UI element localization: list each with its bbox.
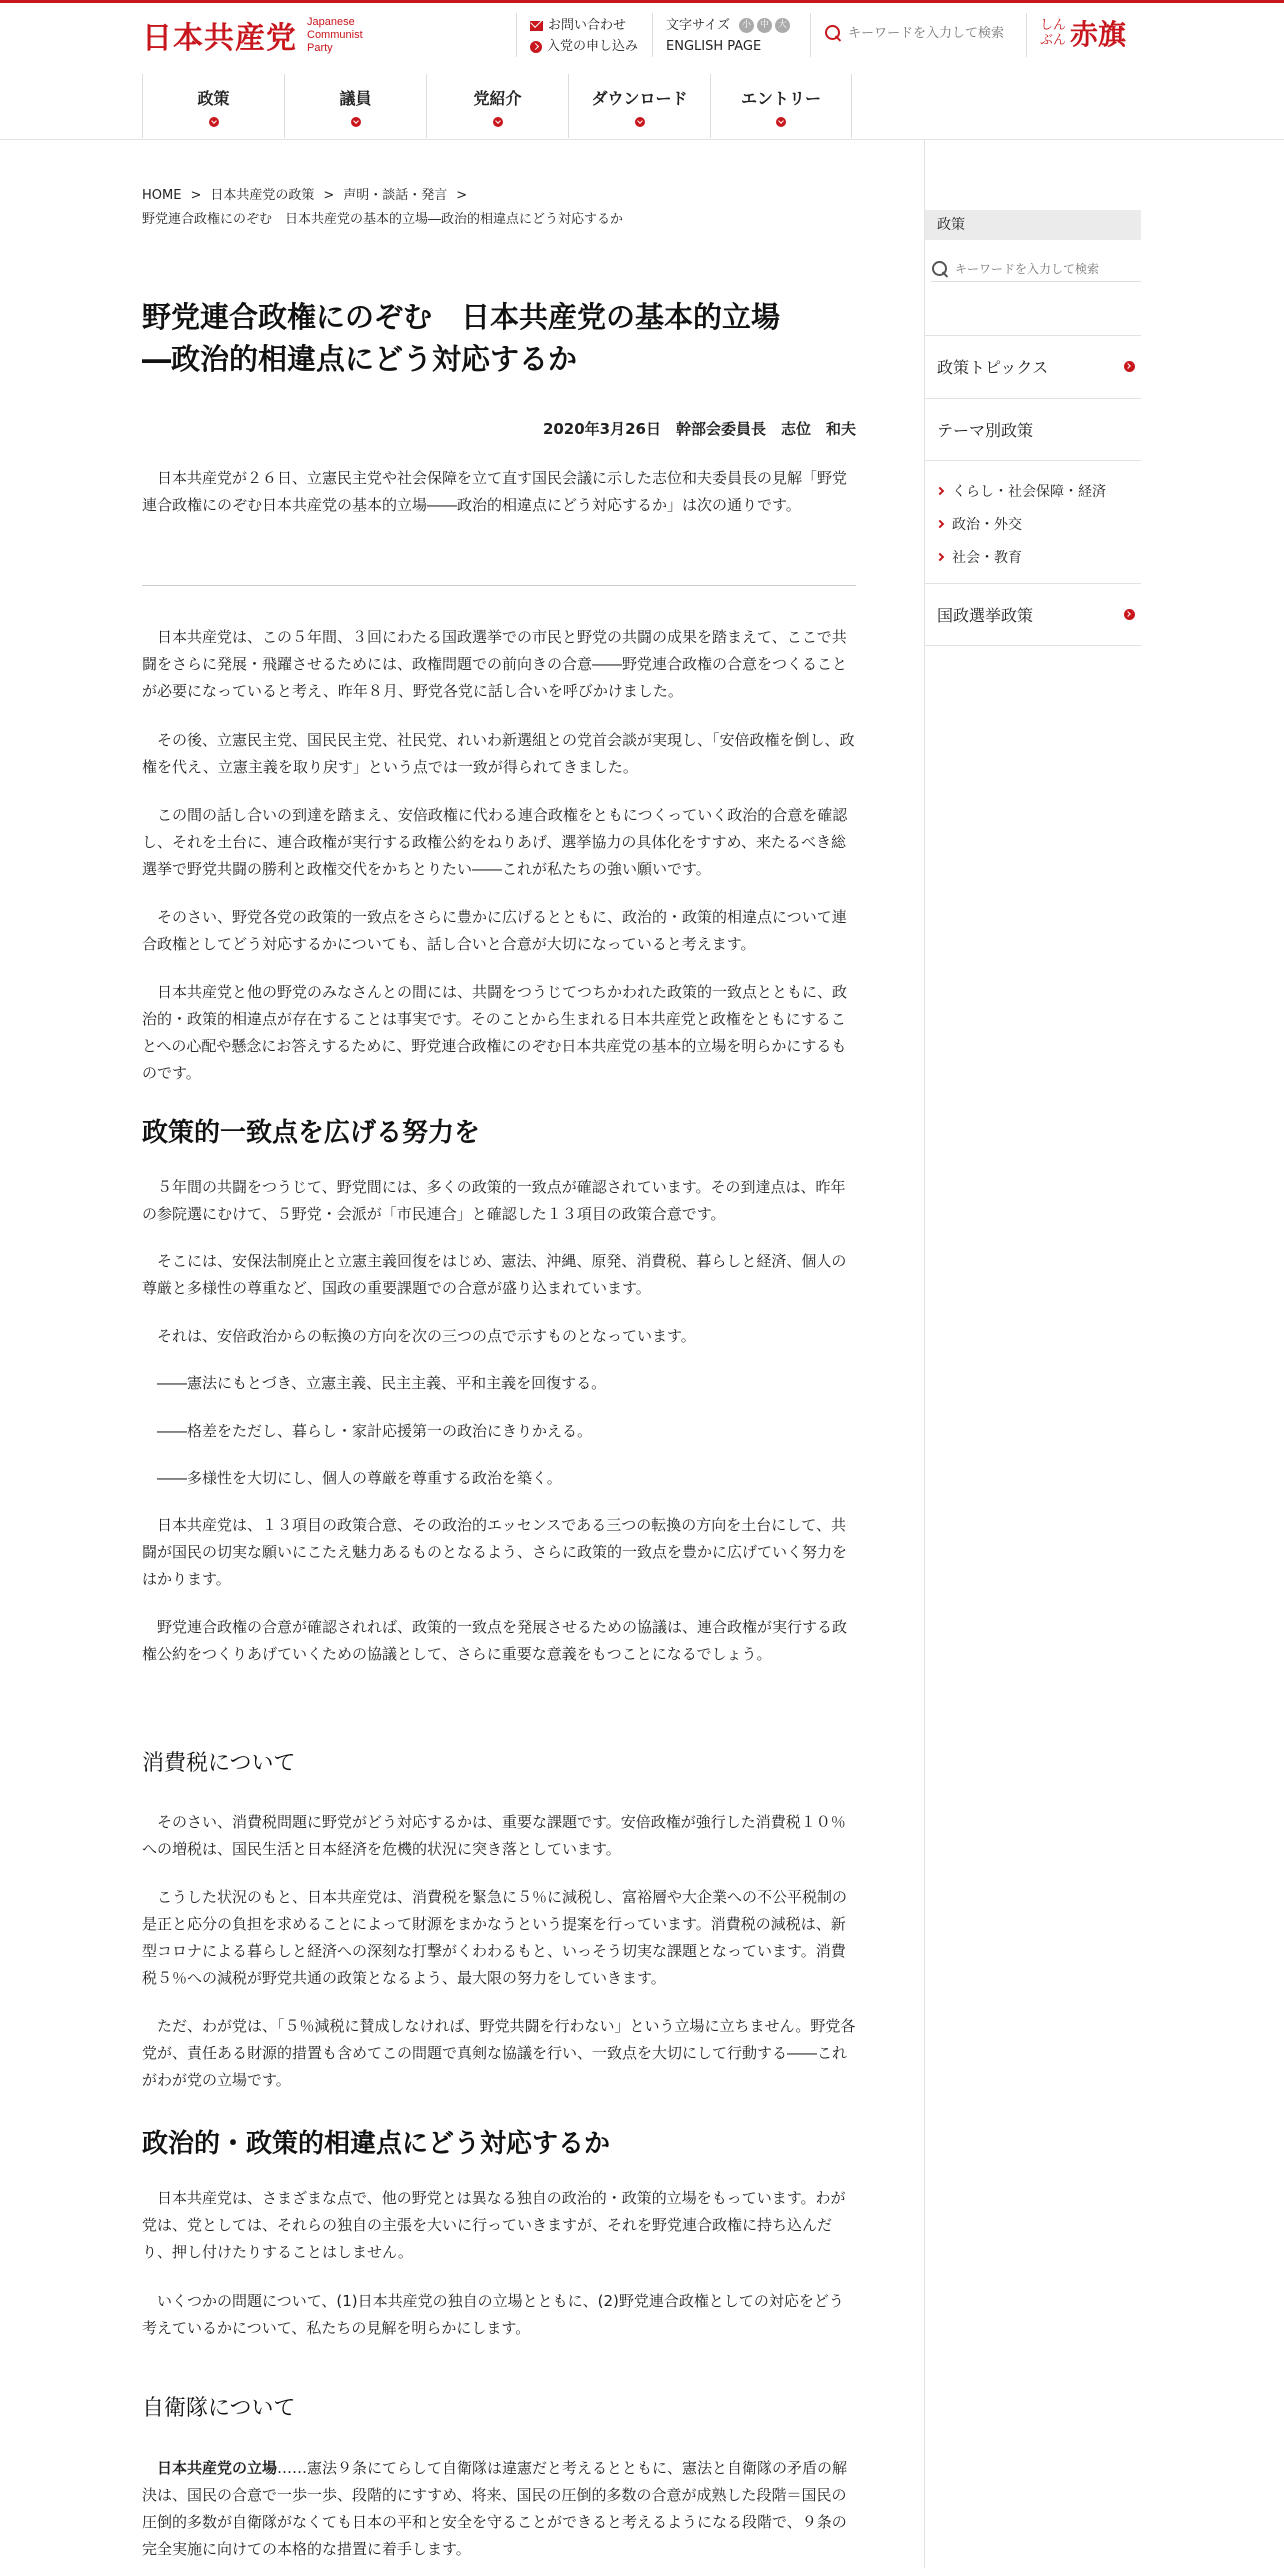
section-heading: 政策的一致点を広げる努力を: [142, 1118, 481, 1148]
site-logo[interactable]: [142, 15, 363, 55]
akahata-link[interactable]: [1040, 13, 1126, 53]
header-divider: [516, 13, 517, 57]
chevron-down-icon: [209, 117, 219, 127]
paragraph: こうした状況のもと、日本共産党は、消費税を緊急に５％に減税し、富裕層や大企業への不公平税制の是正と応分の負担を求めることによって財源をまかなうという提案を行っています。消費税の減税は、新型コロナによる暮らしと経済への深刻な打撃がくわわるもと、いっそう切実な課題となっています。消費税５％への減税が野党共通の政策となるよう、最大限の努力をしていきます。: [142, 1888, 848, 1987]
header-search-input[interactable]: [848, 26, 1008, 41]
chevron-right-icon: [936, 519, 944, 527]
paragraph: ――格差をただし、暮らし・家計応援第一の政治にきりかえる。: [157, 1422, 593, 1440]
logo-sub-line: Communist: [307, 28, 363, 41]
sidebar-heading: 政策: [925, 210, 1141, 240]
paragraph: その後、立憲民主党、国民民主党、社民党、れいわ新選組との党首会談が実現し、「安倍政権を倒し、政権を代え、立憲主義を取り戻す」という点では一致が得られてきました。: [142, 731, 855, 776]
paragraph: 日本共産党と他の野党のみなさんとの間には、共闘をつうじてつちかわれた政策的一致点とともに、政治的・政策的相違点が存在することは事実です。そのことから生まれる日本共産党と政権をともにすることへの心配や懸念にお答えするために、野党連合政権にのぞむ日本共産党の基本的立場を明らかにするものです。: [142, 983, 848, 1082]
join-label: 入党の申し込み: [547, 39, 639, 54]
paragraph: [142, 2455, 856, 2563]
arrow-circle-icon: [1124, 361, 1135, 372]
paragraph: いくつかの問題について、(1)日本共産党の独自の立場とともに、(2)野党連合政権としての対応をどう考えているかについて、私たちの見解を明らかにします。: [142, 2292, 844, 2337]
sidebar-search: [931, 256, 1141, 282]
paragraph: それは、安倍政治からの転換の方向を次の三つの点で示すものとなっています。: [157, 1327, 696, 1345]
arrow-circle-icon: [1124, 609, 1135, 620]
nav-label: 党紹介: [473, 88, 522, 108]
chevron-down-icon: [776, 117, 786, 127]
sidebar-subitem-label: くらし・社会保障・経済: [952, 483, 1106, 500]
logo-subtitle: [307, 16, 363, 55]
chevron-right-icon: [936, 552, 944, 560]
paragraph: 日本共産党は、この５年間、３回にわたる国政選挙での市民と野党の共闘の成果を踏まえて、ここで共闘をさらに発展・飛躍させるためには、政権問題での前向きの合意――野党連合政権の合意をつくることが必要になっていると考え、昨年８月、野党各党に話し合いを呼びかけました。: [142, 628, 848, 700]
nav-divider: [0, 139, 1284, 140]
paragraph: ――憲法にもとづき、立憲主義、民主主義、平和主義を回復する。: [157, 1374, 607, 1392]
subsection-heading: 自衛隊について: [142, 2396, 296, 2421]
nav-item-about[interactable]: [426, 74, 568, 138]
article-date: 2020年3月26日 幹部会委員長 志位 和夫: [542, 420, 856, 438]
logo-text: 日本共産党: [142, 21, 297, 56]
paragraph: そこには、安保法制廃止と立憲主義回復をはじめ、憲法、沖縄、原発、消費税、暮らしと経済、個人の尊厳と多様性の尊重など、国政の重要課題での合意が盛り込まれています。: [142, 1252, 847, 1297]
nav-item-download[interactable]: [568, 74, 710, 138]
subsection-heading: 消費税について: [142, 1751, 296, 1776]
sidebar-item-label: テーマ別政策: [937, 420, 1034, 440]
paragraph: この間の話し合いの到達を踏まえ、安倍政権に代わる連合政権をともにつくっていく政治的合意を確認し、それを土台に、連合政権が実行する政権公約をねりあげ、選挙協力の具体化をすすめ、来たるべき総選挙で野党共闘の勝利と政権交代をかちとりたい――これが私たちの強い願いです。: [142, 806, 848, 878]
arrow-circle-icon: [530, 41, 542, 53]
nav-label: 政策: [197, 88, 230, 108]
paragraph: 日本共産党は、１３項目の政策合意、その政治的エッセンスである三つの転換の方向を土台にして、共闘が国民の切実な願いにこたえ魅力あるものとなるよう、さらに政策的一致点を豊かに広げていく努力をはかります。: [142, 1516, 848, 1588]
sidebar-item-label: 国政選挙政策: [937, 605, 1034, 625]
nav-item-entry[interactable]: [710, 74, 852, 138]
chevron-right-icon: [936, 486, 944, 494]
paragraph: そのさい、野党各党の政策的一致点をさらに豊かに広げるとともに、政治的・政策的相違点について連合政権としてどう対応するかについても、話し合いと合意が大切になっていると考えます。: [142, 908, 847, 953]
paragraph: 日本共産党は、さまざまな点で、他の野党とは異なる独自の政治的・政策的立場をもっています。わが党は、党としては、それらの独自の主張を大いに行っていきますが、それを野党連合政権に持ち込んだり、押し付けたりすることはしません。: [142, 2189, 846, 2261]
title-line: 野党連合政権にのぞむ 日本共産党の基本的立場: [142, 300, 781, 334]
nav-label: エントリー: [740, 88, 821, 108]
font-size-small-button[interactable]: 小: [739, 18, 754, 33]
sidebar-subitem-label: 社会・教育: [952, 549, 1022, 566]
font-size-label: 文字サイズ: [666, 18, 730, 33]
sidebar-search-input[interactable]: [955, 262, 1135, 276]
paragraph: そのさい、消費税問題に野党がどう対応するかは、重要な課題です。安倍政権が強行した消費税１０％への増税は、国民生活と日本経済を危機的状況に突き落としています。: [142, 1813, 846, 1858]
header-divider: [810, 13, 811, 57]
breadcrumb-policy[interactable]: 日本共産党の政策: [210, 188, 315, 203]
sidebar-subitem-society[interactable]: [937, 540, 1141, 573]
sidebar-item-election[interactable]: [925, 584, 1141, 644]
breadcrumb-home[interactable]: HOME: [142, 188, 182, 203]
header-divider: [652, 13, 653, 57]
nav-item-members[interactable]: [284, 74, 426, 138]
header-divider: [1026, 13, 1027, 57]
breadcrumb-statements[interactable]: 声明・談話・発言: [343, 188, 448, 203]
english-page-link[interactable]: ENGLISH PAGE: [666, 39, 762, 54]
nav-label: ダウンロード: [591, 88, 688, 108]
chevron-down-icon: [635, 117, 645, 127]
divider: [142, 585, 856, 586]
akahata-small-text: しんぶん: [1040, 18, 1067, 48]
paragraph: 野党連合政権の合意が確認されれば、政策的一致点を発展させるための協議は、連合政権が実行する政権公約をつくりあげていくための協議として、さらに重要な意義をもつことになるでしょう。: [142, 1618, 848, 1663]
sidebar-item-topics[interactable]: [925, 336, 1141, 396]
paragraph: ５年間の共闘をつうじて、野党間には、多くの政策的一致点が確認されています。その到達点は、昨年の参院選にむけて、５野党・会派が「市民連合」と確認した１３項目の政策合意です。: [142, 1178, 846, 1223]
global-nav: [142, 74, 852, 140]
paragraph-body: ……憲法９条にてらして自衛隊は違憲だと考えるとともに、憲法と自衛隊の矛盾の解決は、国民の合意で一歩一歩、段階的にすすめ、将来、国民の圧倒的多数の合意が成熟した段階＝国民の圧倒的多数が自衛隊がなくても日本の平和と安全を守ることができると考えるようになる段階で、９条の完全実施に向けての本格的な措置に着手します。: [142, 2459, 848, 2558]
chevron-down-icon: [351, 117, 361, 127]
sidebar-item-label: 政策トピックス: [937, 357, 1049, 377]
font-size-medium-button[interactable]: 中: [757, 18, 772, 33]
breadcrumb: HOME > 日本共産党の政策 > 声明・談話・発言 >: [142, 188, 468, 203]
search-icon[interactable]: [824, 24, 842, 42]
sidebar-subitem-label: 政治・外交: [952, 516, 1022, 533]
sidebar-item-theme[interactable]: [925, 399, 1141, 459]
sidebar-subitem-politics[interactable]: [937, 507, 1141, 540]
contact-link[interactable]: [530, 15, 638, 36]
paragraph: ただ、わが党は、「５％減税に賛成しなければ、野党共闘を行わない」という立場に立ちません。野党各党が、責任ある財源的措置も含めてこの問題で真剣な協議を行い、一致点を大切にして行動する――これがわが党の立場です。: [142, 2017, 856, 2089]
section-heading: 政治的・政策的相違点にどう対応するか: [142, 2129, 611, 2159]
font-size-control: [666, 15, 790, 57]
akahata-logo-text: 赤旗: [1070, 18, 1127, 51]
mail-icon: [530, 21, 543, 31]
sidebar-subitem-living[interactable]: [937, 474, 1141, 507]
paragraph: ――多様性を大切にし、個人の尊厳を尊重する政治を築く。: [157, 1469, 562, 1487]
header-search: [824, 19, 1014, 47]
intro-paragraph: 日本共産党が２６日、立憲民主党や社会保障を立て直す国民会議に示した志位和夫委員長の見解「野党連合政権にのぞむ日本共産党の基本的立場――政治的相違点にどう対応するか」は次の通りです。: [142, 469, 848, 514]
join-link[interactable]: [530, 36, 638, 57]
page-title: [142, 296, 856, 380]
chevron-down-icon: [493, 117, 503, 127]
sidebar-separator: [925, 460, 1141, 461]
title-line: ―政治的相違点にどう対応するか: [142, 342, 578, 376]
site-header: [0, 3, 1284, 65]
contact-label: お問い合わせ: [548, 18, 627, 33]
paragraph-lead: 日本共産党の立場: [157, 2459, 278, 2477]
breadcrumb-current: 野党連合政権にのぞむ 日本共産党の基本的立場―政治的相違点にどう対応するか: [142, 212, 624, 227]
nav-label: 議員: [339, 88, 372, 108]
sidebar-divider: [924, 140, 925, 2568]
header-links: [530, 15, 638, 57]
font-size-large-button[interactable]: 大: [775, 18, 790, 33]
search-icon[interactable]: [931, 260, 949, 278]
nav-item-policy[interactable]: [142, 74, 284, 138]
logo-sub-line: Party: [307, 41, 333, 54]
sidebar-separator: [925, 645, 1141, 646]
logo-sub-line: Japanese: [307, 15, 355, 28]
